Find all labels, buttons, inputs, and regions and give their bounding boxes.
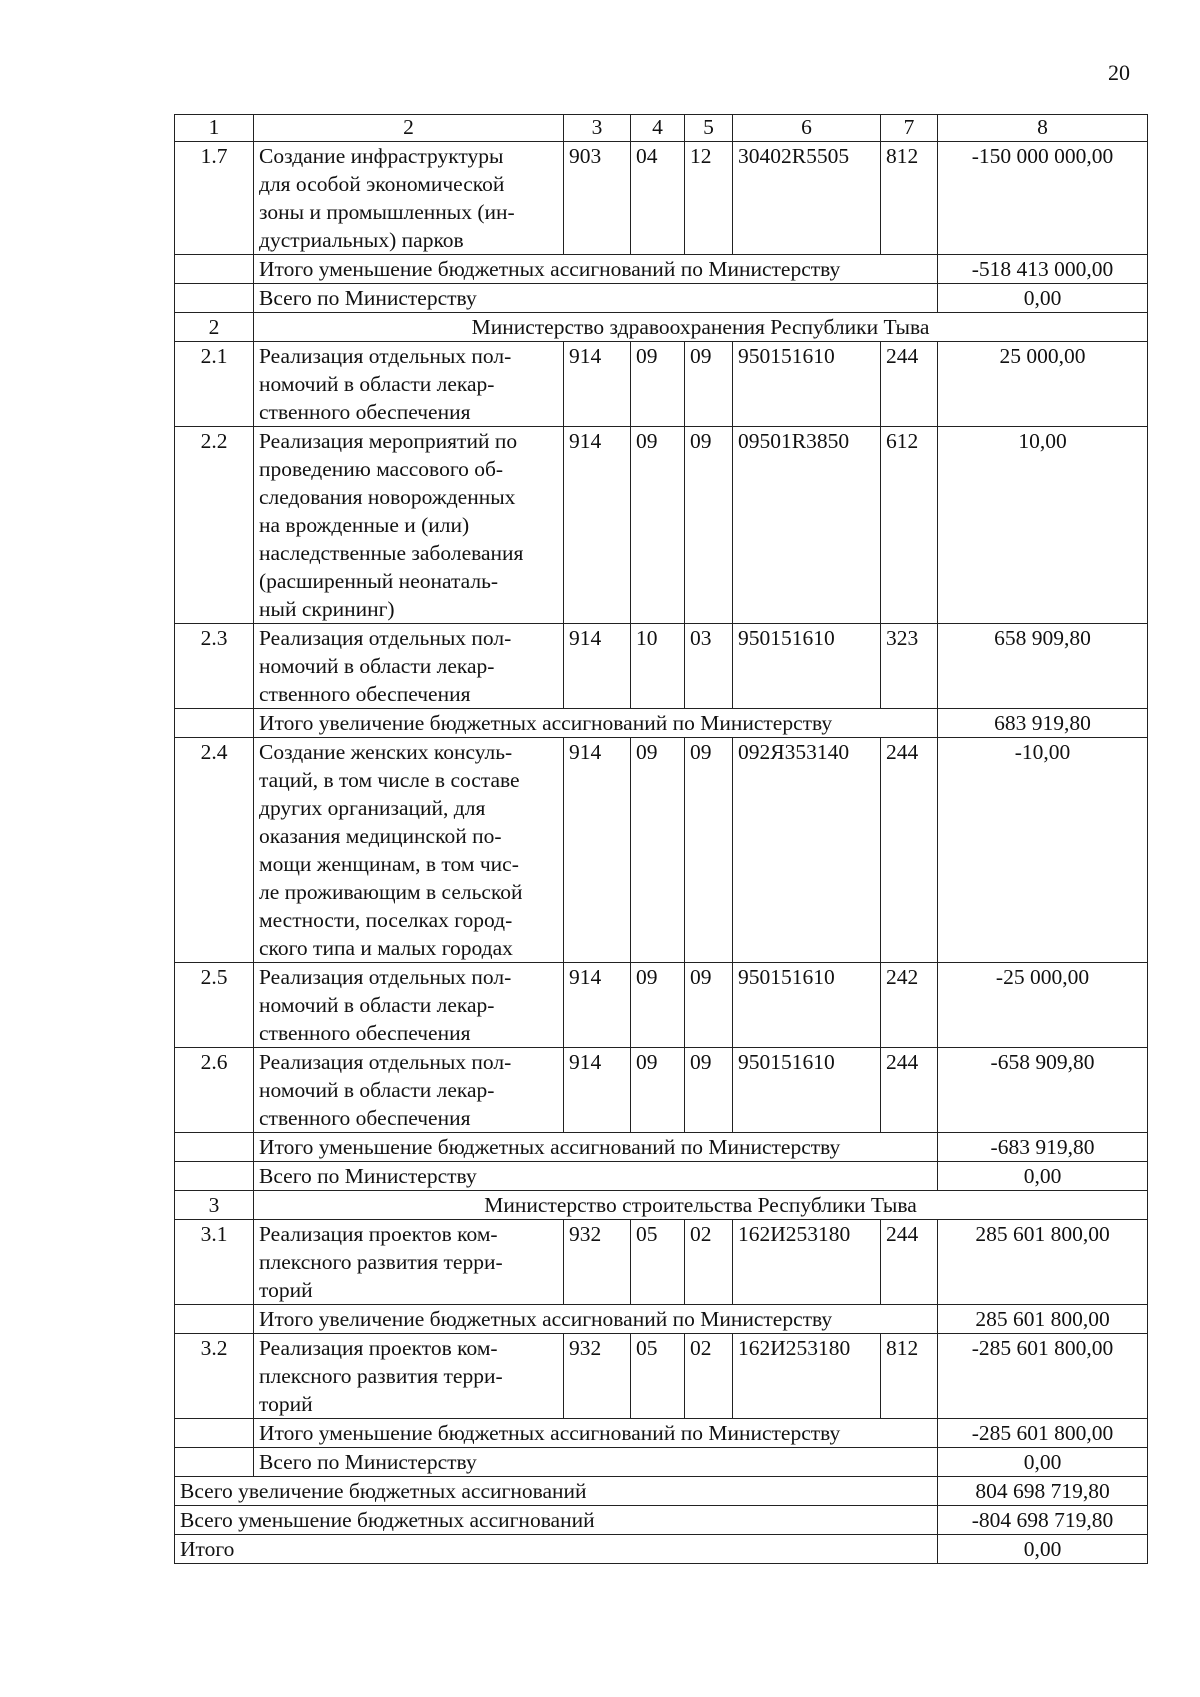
budget-table bbox=[174, 114, 1148, 1564]
row-code-3: 914 bbox=[564, 1048, 631, 1133]
summary-row bbox=[175, 284, 1148, 313]
page-number: 20 bbox=[1108, 60, 1130, 85]
row-code-4: 05 bbox=[631, 1334, 685, 1419]
row-code-6: 092Я353140 bbox=[733, 738, 881, 963]
row-code-5: 09 bbox=[685, 963, 733, 1048]
row-number: 2.5 bbox=[175, 963, 254, 1048]
summary-row bbox=[175, 1448, 1148, 1477]
row-code-4: 05 bbox=[631, 1220, 685, 1305]
grand-total-row bbox=[175, 1506, 1148, 1535]
table-row bbox=[175, 1220, 1148, 1305]
row-code-7: 812 bbox=[881, 142, 938, 255]
row-code-5: 02 bbox=[685, 1334, 733, 1419]
empty-cell bbox=[175, 709, 254, 738]
row-number: 2.1 bbox=[175, 342, 254, 427]
summary-row bbox=[175, 1162, 1148, 1191]
row-number: 3.1 bbox=[175, 1220, 254, 1305]
table-row bbox=[175, 624, 1148, 709]
summary-label: Итого увеличение бюджетных ассигнований по Министерству bbox=[254, 709, 938, 738]
row-code-3: 914 bbox=[564, 427, 631, 624]
row-name: Реализация проектов ком- плексного развития терри- торий bbox=[254, 1220, 564, 1305]
row-number: 1.7 bbox=[175, 142, 254, 255]
summary-row bbox=[175, 1305, 1148, 1334]
summary-label: Итого уменьшение бюджетных ассигнований по Министерству bbox=[254, 255, 938, 284]
empty-cell bbox=[175, 1162, 254, 1191]
summary-label: Итого уменьшение бюджетных ассигнований по Министерству bbox=[254, 1419, 938, 1448]
row-code-6: 950151610 bbox=[733, 963, 881, 1048]
ministry-title: Министерство здравоохранения Республики Тыва bbox=[254, 313, 1148, 342]
row-code-3: 903 bbox=[564, 142, 631, 255]
header-cell: 6 bbox=[733, 115, 881, 142]
ministry-number: 3 bbox=[175, 1191, 254, 1220]
row-code-3: 914 bbox=[564, 342, 631, 427]
header-cell: 5 bbox=[685, 115, 733, 142]
summary-amount: 683 919,80 bbox=[938, 709, 1148, 738]
row-code-6: 950151610 bbox=[733, 1048, 881, 1133]
ministry-row bbox=[175, 313, 1148, 342]
row-name: Реализация мероприятий по проведению массового об- следования новорожденных на врожденные и (или) наследственные заболевания (расширенный неонаталь- ный скрининг) bbox=[254, 427, 564, 624]
row-amount: -10,00 bbox=[938, 738, 1148, 963]
row-code-4: 09 bbox=[631, 1048, 685, 1133]
table-row bbox=[175, 738, 1148, 963]
row-number: 2.3 bbox=[175, 624, 254, 709]
row-code-5: 09 bbox=[685, 342, 733, 427]
row-amount: -285 601 800,00 bbox=[938, 1334, 1148, 1419]
summary-row bbox=[175, 255, 1148, 284]
row-code-6: 30402R5505 bbox=[733, 142, 881, 255]
row-code-5: 09 bbox=[685, 1048, 733, 1133]
ministry-row bbox=[175, 1191, 1148, 1220]
row-code-3: 914 bbox=[564, 738, 631, 963]
row-code-3: 914 bbox=[564, 963, 631, 1048]
empty-cell bbox=[175, 1305, 254, 1334]
row-code-5: 09 bbox=[685, 427, 733, 624]
summary-row bbox=[175, 709, 1148, 738]
row-code-5: 09 bbox=[685, 738, 733, 963]
row-code-3: 932 bbox=[564, 1334, 631, 1419]
total-amount: 0,00 bbox=[938, 1535, 1148, 1564]
empty-cell bbox=[175, 1419, 254, 1448]
grand-total-row bbox=[175, 1477, 1148, 1506]
row-code-4: 09 bbox=[631, 427, 685, 624]
summary-label: Всего по Министерству bbox=[254, 284, 938, 313]
row-number: 2.2 bbox=[175, 427, 254, 624]
row-code-7: 812 bbox=[881, 1334, 938, 1419]
row-code-5: 02 bbox=[685, 1220, 733, 1305]
row-number: 2.6 bbox=[175, 1048, 254, 1133]
summary-label: Всего по Министерству bbox=[254, 1162, 938, 1191]
row-code-7: 244 bbox=[881, 738, 938, 963]
row-amount: -658 909,80 bbox=[938, 1048, 1148, 1133]
table-body bbox=[175, 115, 1148, 1564]
ministry-number: 2 bbox=[175, 313, 254, 342]
total-label: Всего уменьшение бюджетных ассигнований bbox=[175, 1506, 938, 1535]
row-code-4: 10 bbox=[631, 624, 685, 709]
row-code-3: 914 bbox=[564, 624, 631, 709]
row-name: Реализация отдельных пол- номочий в области лекар- ственного обеспечения bbox=[254, 963, 564, 1048]
row-code-4: 04 bbox=[631, 142, 685, 255]
row-code-6: 162И253180 bbox=[733, 1220, 881, 1305]
row-amount: 285 601 800,00 bbox=[938, 1220, 1148, 1305]
ministry-title: Министерство строительства Республики Тыва bbox=[254, 1191, 1148, 1220]
row-code-6: 950151610 bbox=[733, 624, 881, 709]
row-name: Создание женских консуль- таций, в том числе в составе других организаций, для оказания медицинской по- мощи женщинам, в том чис- ле проживающим в сельской местности, поселках город- ского типа и малых городах bbox=[254, 738, 564, 963]
row-code-4: 09 bbox=[631, 963, 685, 1048]
row-code-4: 09 bbox=[631, 738, 685, 963]
row-code-6: 950151610 bbox=[733, 342, 881, 427]
row-name: Создание инфраструктуры для особой экономической зоны и промышленных (ин- дустриальных) парков bbox=[254, 142, 564, 255]
header-cell: 8 bbox=[938, 115, 1148, 142]
row-code-4: 09 bbox=[631, 342, 685, 427]
row-amount: 25 000,00 bbox=[938, 342, 1148, 427]
header-cell: 1 bbox=[175, 115, 254, 142]
grand-total-row bbox=[175, 1535, 1148, 1564]
summary-amount: -683 919,80 bbox=[938, 1133, 1148, 1162]
header-cell: 2 bbox=[254, 115, 564, 142]
summary-amount: -285 601 800,00 bbox=[938, 1419, 1148, 1448]
header-cell: 3 bbox=[564, 115, 631, 142]
header-row bbox=[175, 115, 1148, 142]
table-row bbox=[175, 963, 1148, 1048]
row-code-7: 242 bbox=[881, 963, 938, 1048]
row-code-7: 612 bbox=[881, 427, 938, 624]
empty-cell bbox=[175, 284, 254, 313]
row-code-7: 244 bbox=[881, 1048, 938, 1133]
row-name: Реализация отдельных пол- номочий в области лекар- ственного обеспечения bbox=[254, 342, 564, 427]
row-number: 3.2 bbox=[175, 1334, 254, 1419]
summary-row bbox=[175, 1419, 1148, 1448]
header-cell: 4 bbox=[631, 115, 685, 142]
row-code-7: 323 bbox=[881, 624, 938, 709]
total-label: Всего увеличение бюджетных ассигнований bbox=[175, 1477, 938, 1506]
table-row bbox=[175, 1334, 1148, 1419]
summary-label: Всего по Министерству bbox=[254, 1448, 938, 1477]
row-code-5: 03 bbox=[685, 624, 733, 709]
empty-cell bbox=[175, 255, 254, 284]
row-number: 2.4 bbox=[175, 738, 254, 963]
summary-amount: 0,00 bbox=[938, 284, 1148, 313]
row-amount: -25 000,00 bbox=[938, 963, 1148, 1048]
summary-label: Итого уменьшение бюджетных ассигнований по Министерству bbox=[254, 1133, 938, 1162]
row-amount: 658 909,80 bbox=[938, 624, 1148, 709]
row-name: Реализация проектов ком- плексного развития терри- торий bbox=[254, 1334, 564, 1419]
row-amount: 10,00 bbox=[938, 427, 1148, 624]
empty-cell bbox=[175, 1448, 254, 1477]
total-amount: -804 698 719,80 bbox=[938, 1506, 1148, 1535]
row-code-3: 932 bbox=[564, 1220, 631, 1305]
table-row bbox=[175, 142, 1148, 255]
header-cell: 7 bbox=[881, 115, 938, 142]
summary-amount: -518 413 000,00 bbox=[938, 255, 1148, 284]
table-row bbox=[175, 427, 1148, 624]
table-row bbox=[175, 1048, 1148, 1133]
summary-amount: 285 601 800,00 bbox=[938, 1305, 1148, 1334]
empty-cell bbox=[175, 1133, 254, 1162]
row-name: Реализация отдельных пол- номочий в области лекар- ственного обеспечения bbox=[254, 624, 564, 709]
total-label: Итого bbox=[175, 1535, 938, 1564]
row-amount: -150 000 000,00 bbox=[938, 142, 1148, 255]
summary-amount: 0,00 bbox=[938, 1162, 1148, 1191]
summary-row bbox=[175, 1133, 1148, 1162]
row-code-5: 12 bbox=[685, 142, 733, 255]
row-code-6: 09501R3850 bbox=[733, 427, 881, 624]
summary-label: Итого увеличение бюджетных ассигнований по Министерству bbox=[254, 1305, 938, 1334]
row-code-7: 244 bbox=[881, 342, 938, 427]
row-name: Реализация отдельных пол- номочий в области лекар- ственного обеспечения bbox=[254, 1048, 564, 1133]
total-amount: 804 698 719,80 bbox=[938, 1477, 1148, 1506]
row-code-6: 162И253180 bbox=[733, 1334, 881, 1419]
summary-amount: 0,00 bbox=[938, 1448, 1148, 1477]
table-row bbox=[175, 342, 1148, 427]
row-code-7: 244 bbox=[881, 1220, 938, 1305]
